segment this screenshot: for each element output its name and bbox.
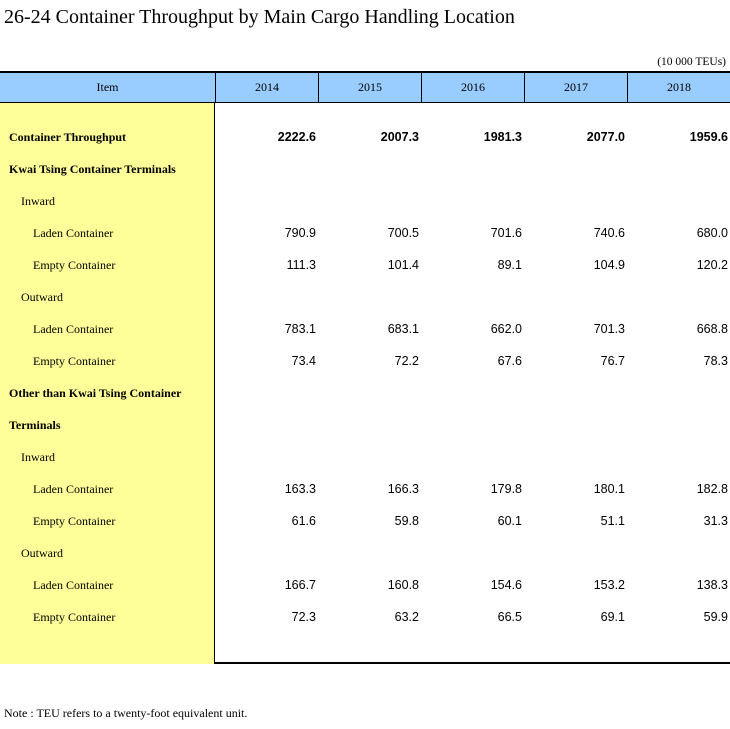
table-row bbox=[0, 473, 730, 505]
cell-2014: 73.4 bbox=[291, 354, 316, 368]
table-row bbox=[0, 505, 730, 537]
cell-2015: 683.1 bbox=[387, 322, 419, 336]
cell-2017: 153.2 bbox=[593, 578, 625, 592]
cell-2016: 1981.3 bbox=[483, 130, 522, 144]
cell-2014: 111.3 bbox=[286, 258, 316, 272]
table-row bbox=[0, 537, 730, 569]
row-label: Empty Container bbox=[33, 514, 116, 528]
cell-2015: 166.3 bbox=[387, 482, 419, 496]
cell-2015: 2007.3 bbox=[380, 130, 419, 144]
table-row bbox=[0, 281, 730, 313]
table-row bbox=[0, 601, 730, 633]
table-row bbox=[0, 569, 730, 601]
row-label: Empty Container bbox=[33, 354, 116, 368]
cell-2014: 163.3 bbox=[284, 482, 316, 496]
cell-2017: 740.6 bbox=[593, 226, 625, 240]
row-label: Container Throughput bbox=[9, 130, 127, 144]
footnote: Note : TEU refers to a twenty-foot equivalent unit. bbox=[4, 706, 248, 720]
cell-2014: 783.1 bbox=[284, 322, 316, 336]
cell-2018: 78.3 bbox=[703, 354, 728, 368]
table-row bbox=[0, 217, 730, 249]
throughput-table bbox=[0, 71, 730, 664]
cell-2015: 72.2 bbox=[394, 354, 419, 368]
cell-2017: 2077.0 bbox=[586, 130, 625, 144]
row-label: Laden Container bbox=[33, 226, 114, 240]
header-year-2016: 2016 bbox=[421, 73, 524, 102]
table-row bbox=[0, 249, 730, 281]
cell-2017: 51.1 bbox=[600, 514, 625, 528]
cell-2016: 67.6 bbox=[497, 354, 522, 368]
header-item: Item bbox=[96, 80, 119, 94]
cell-2017: 701.3 bbox=[593, 322, 625, 336]
cell-2016: 66.5 bbox=[497, 610, 522, 624]
row-label: Laden Container bbox=[33, 482, 114, 496]
cell-2016: 89.1 bbox=[497, 258, 522, 272]
cell-2016: 154.6 bbox=[490, 578, 522, 592]
cell-2017: 76.7 bbox=[600, 354, 625, 368]
cell-2015: 700.5 bbox=[387, 226, 419, 240]
row-label: Inward bbox=[21, 194, 55, 208]
table-row bbox=[0, 153, 730, 185]
row-label: Inward bbox=[21, 450, 55, 464]
table-row bbox=[0, 377, 730, 409]
cell-2014: 166.7 bbox=[284, 578, 316, 592]
header-year-2017: 2017 bbox=[524, 73, 627, 102]
cell-2018: 120.2 bbox=[696, 258, 728, 272]
cell-2018: 668.8 bbox=[696, 322, 728, 336]
table-row bbox=[0, 121, 730, 153]
cell-2015: 63.2 bbox=[394, 610, 419, 624]
row-label: Other than Kwai Tsing Container bbox=[9, 386, 182, 400]
cell-2017: 69.1 bbox=[600, 610, 625, 624]
table-row bbox=[0, 313, 730, 345]
cell-2015: 59.8 bbox=[394, 514, 419, 528]
cell-2018: 138.3 bbox=[696, 578, 728, 592]
cell-2018: 31.3 bbox=[703, 514, 728, 528]
cell-2018: 1959.6 bbox=[689, 130, 728, 144]
table-row bbox=[0, 441, 730, 473]
cell-2016: 60.1 bbox=[497, 514, 522, 528]
row-label: Terminals bbox=[9, 418, 61, 432]
table-row bbox=[0, 345, 730, 377]
cell-2015: 160.8 bbox=[387, 578, 419, 592]
page-title: 26-24 Container Throughput by Main Cargo Handling Location bbox=[4, 6, 515, 28]
unit-label: (10 000 TEUs) bbox=[657, 56, 726, 68]
row-label: Empty Container bbox=[33, 610, 116, 624]
row-label: Laden Container bbox=[33, 322, 114, 336]
cell-2014: 2222.6 bbox=[277, 130, 316, 144]
cell-2018: 59.9 bbox=[703, 610, 728, 624]
table-row bbox=[0, 409, 730, 441]
row-label: Laden Container bbox=[33, 578, 114, 592]
header-year-2014: 2014 bbox=[215, 73, 318, 102]
table-row bbox=[0, 185, 730, 217]
cell-2017: 180.1 bbox=[593, 482, 625, 496]
cell-2016: 662.0 bbox=[490, 322, 522, 336]
table-header bbox=[0, 73, 730, 103]
cell-2015: 101.4 bbox=[387, 258, 419, 272]
header-year-2015: 2015 bbox=[318, 73, 421, 102]
row-label: Kwai Tsing Container Terminals bbox=[9, 162, 176, 176]
cell-2018: 182.8 bbox=[696, 482, 728, 496]
cell-2016: 179.8 bbox=[490, 482, 522, 496]
row-label: Empty Container bbox=[33, 258, 116, 272]
cell-2018: 680.0 bbox=[696, 226, 728, 240]
cell-2017: 104.9 bbox=[593, 258, 625, 272]
table-body bbox=[0, 121, 730, 633]
cell-2014: 72.3 bbox=[291, 610, 316, 624]
row-label: Outward bbox=[21, 290, 63, 304]
row-label: Outward bbox=[21, 546, 63, 560]
cell-2014: 790.9 bbox=[284, 226, 316, 240]
header-year-2018: 2018 bbox=[627, 73, 730, 102]
cell-2014: 61.6 bbox=[291, 514, 316, 528]
cell-2016: 701.6 bbox=[490, 226, 522, 240]
